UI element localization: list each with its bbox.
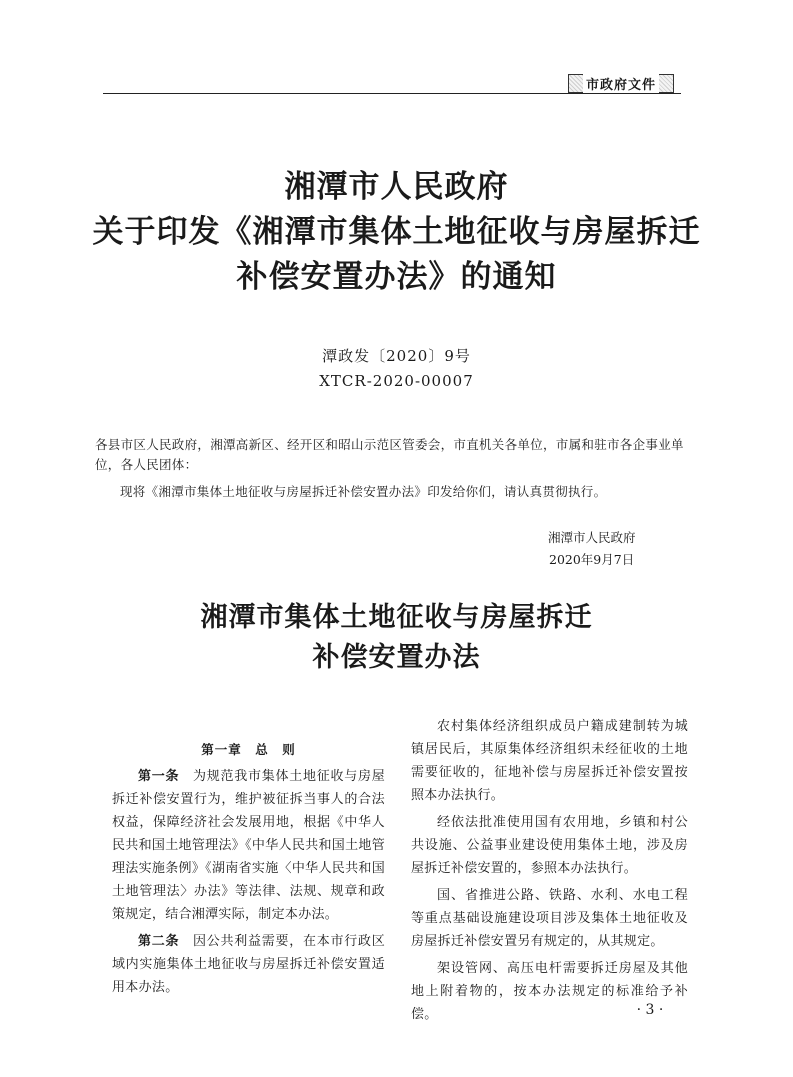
issue-date: 2020年9月7日	[549, 552, 635, 567]
article-2-label: 第二条	[138, 934, 180, 949]
header-rule	[103, 93, 681, 94]
signer: 湘潭市人民政府	[548, 530, 636, 545]
document-number: 潭政发〔2020〕9号	[322, 347, 471, 365]
page-number: · 3 ·	[636, 1002, 664, 1018]
paragraph: 经依法批准使用国有农用地，乡镇和村公共设施、公益事业建设使用集体土地，涉及房屋拆迁补偿安置的，参照本办法执行。	[411, 815, 688, 876]
notice-body: 现将《湘潭市集体土地征收与房屋拆迁补偿安置办法》印发给你们，请认真贯彻执行。	[120, 484, 607, 499]
paragraph: 国、省推进公路、铁路、水利、水电工程等重点基础设施建设项目涉及集体土地征收及房屋拆迁补偿安置另有规定的，从其规定。	[411, 888, 688, 949]
article-1	[112, 765, 385, 926]
measures-title-line-1: 湘潭市集体土地征收与房屋拆迁	[200, 602, 593, 633]
paragraph: 农村集体经济组织成员户籍成建制转为城镇居民后，其原集体经济组织未经征收的土地需要征收的，征地补偿与房屋拆迁补偿安置按照本办法执行。	[411, 719, 688, 803]
measures-title-line-2: 补偿安置办法	[312, 642, 481, 673]
left-column	[112, 738, 385, 1003]
chapter-heading: 第一章 总 则	[201, 742, 296, 757]
right-column	[411, 715, 688, 1030]
recipients: 各县市区人民政府，湘潭高新区、经开区和昭山示范区管委会，市直机关各单位，市属和驻市各企事业单位，各人民团体：	[95, 437, 684, 472]
notice-title-line-3: 补偿安置办法》的通知	[236, 259, 557, 295]
notice-title-line-2: 关于印发《湘潭市集体土地征收与房屋拆迁	[92, 214, 701, 250]
article-2	[112, 930, 385, 999]
header-section-tag	[568, 74, 674, 93]
article-1-label: 第一条	[138, 769, 180, 784]
registration-number: XTCR-2020-00007	[319, 372, 474, 390]
notice-title-line-1: 湘潭市人民政府	[284, 169, 509, 205]
article-2-text: 因公共利益需要，在本市行政区域内实施集体土地征收与房屋拆迁补偿安置适用本办法。	[112, 934, 385, 995]
header-tag-label: 市政府文件	[583, 74, 659, 93]
paragraph: 架设管网、高压电杆需要拆迁房屋及其他地上附着物的，按本办法规定的标准给予补偿。	[411, 961, 688, 1022]
article-1-text: 为规范我市集体土地征收与房屋拆迁补偿安置行为，维护被征拆当事人的合法权益，保障经济社会发展用地，根据《中华人民共和国土地管理法》《中华人民共和国土地管理法实施条例》《湖南省实施〈中华人民共和国土地管理法〉办法》等法律、法规、规章和政策规定，结合湘潭实际，制定本办法。	[112, 769, 385, 922]
